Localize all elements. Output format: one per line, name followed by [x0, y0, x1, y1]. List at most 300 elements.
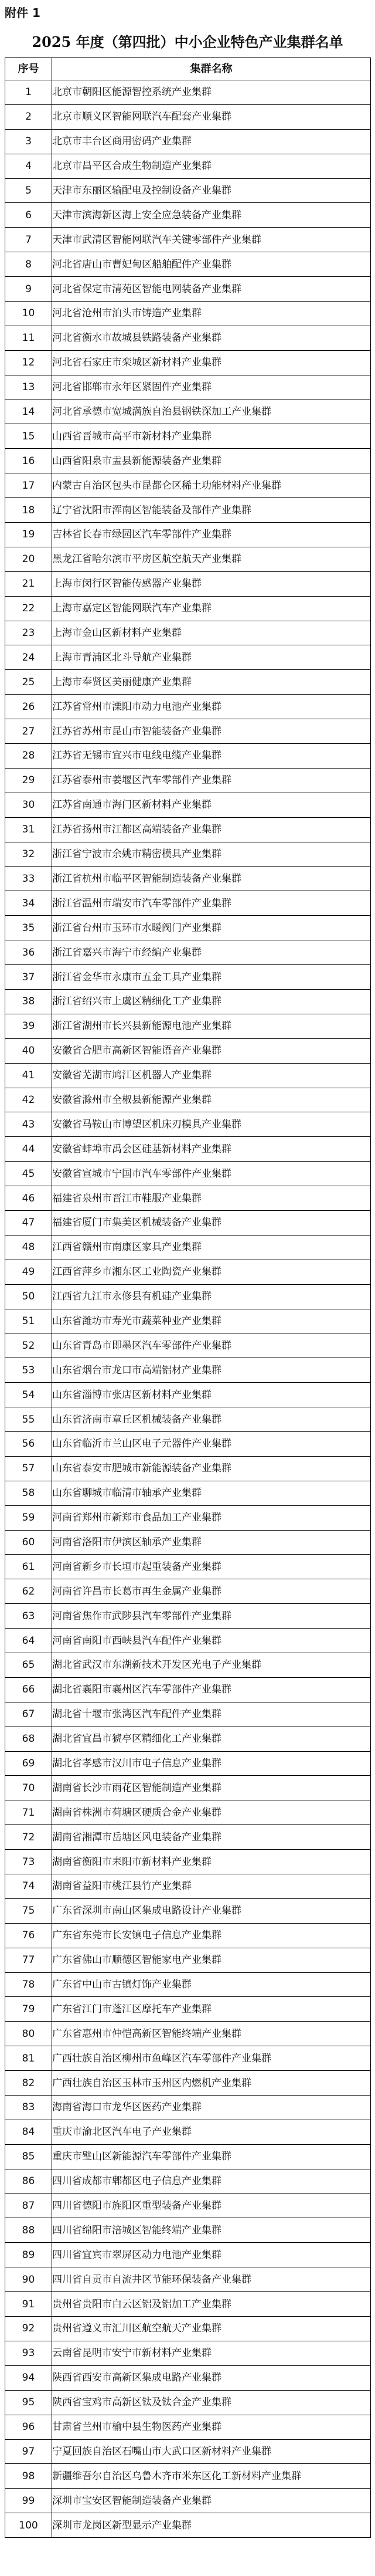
table-row [5, 670, 371, 695]
row-number: 76 [5, 1923, 52, 1948]
cluster-name: 广东省江门市蓬江区摩托车产业集群 [52, 1997, 371, 2022]
table-row [5, 989, 371, 1014]
row-number: 15 [5, 424, 52, 449]
cluster-name: 山东省泰安市肥城市新能源装备产业集群 [52, 1456, 371, 1481]
row-number: 46 [5, 1186, 52, 1211]
row-number: 92 [5, 2317, 52, 2341]
row-number: 65 [5, 1653, 52, 1678]
table-row [5, 449, 371, 473]
table-row [5, 916, 371, 940]
row-number: 25 [5, 670, 52, 695]
table-row [5, 203, 371, 228]
cluster-name: 河北省衡水市故城县铁路装备产业集群 [52, 326, 371, 350]
column-header-name: 集群名称 [52, 58, 371, 80]
cluster-name: 山东省青岛市即墨区汽车零部件产业集群 [52, 1333, 371, 1358]
row-number: 81 [5, 2046, 52, 2071]
row-number: 31 [5, 817, 52, 842]
table-row [5, 2317, 371, 2341]
row-number: 88 [5, 2218, 52, 2243]
row-number: 8 [5, 252, 52, 277]
row-number: 27 [5, 719, 52, 744]
cluster-name: 上海市奉贤区美丽健康产业集群 [52, 670, 371, 695]
table-row [5, 1407, 371, 1432]
cluster-name: 四川省成都市郫都区电子信息产业集群 [52, 2169, 371, 2194]
cluster-name: 江苏省扬州市江都区高端装备产业集群 [52, 817, 371, 842]
table-row [5, 719, 371, 744]
table-row [5, 1456, 371, 1481]
cluster-name: 浙江省杭州市临平区智能制造装备产业集群 [52, 866, 371, 891]
cluster-name: 内蒙古自治区包头市昆都仑区稀土功能材料产业集群 [52, 473, 371, 498]
row-number: 100 [5, 2513, 52, 2538]
table-row [5, 2096, 371, 2120]
table-row [5, 252, 371, 277]
table-row [5, 547, 371, 571]
table-header-row [5, 58, 371, 80]
row-number: 34 [5, 891, 52, 916]
table-row [5, 1038, 371, 1063]
cluster-name: 四川省德阳市旌阳区重型装备产业集群 [52, 2194, 371, 2218]
cluster-name: 四川省宜宾市翠屏区动力电池产业集群 [52, 2243, 371, 2267]
cluster-table [5, 57, 371, 2538]
row-number: 58 [5, 1481, 52, 1505]
row-number: 23 [5, 621, 52, 645]
cluster-name: 湖北省孝感市汉川市电子信息产业集群 [52, 1751, 371, 1776]
row-number: 52 [5, 1333, 52, 1358]
row-number: 68 [5, 1727, 52, 1751]
row-number: 84 [5, 2120, 52, 2144]
table-row [5, 1923, 371, 1948]
row-number: 73 [5, 1850, 52, 1874]
table-row [5, 1112, 371, 1137]
table-row [5, 104, 371, 129]
row-number: 82 [5, 2071, 52, 2096]
row-number: 55 [5, 1407, 52, 1432]
cluster-name: 山东省临沂市兰山区电子元器件产业集群 [52, 1431, 371, 1456]
table-row [5, 2120, 371, 2144]
cluster-name: 江西省萍乡市湘东区工业陶瓷产业集群 [52, 1260, 371, 1284]
row-number: 80 [5, 2022, 52, 2046]
row-number: 90 [5, 2267, 52, 2292]
table-row [5, 2144, 371, 2169]
table-row [5, 940, 371, 965]
cluster-name: 河北省承德市宽城满族自治县钢铁深加工产业集群 [52, 400, 371, 424]
cluster-name: 上海市嘉定区智能网联汽车产业集群 [52, 596, 371, 621]
cluster-name: 湖南省株洲市荷塘区硬质合金产业集群 [52, 1800, 371, 1825]
table-row [5, 1579, 371, 1604]
row-number: 79 [5, 1997, 52, 2022]
table-row [5, 1800, 371, 1825]
table-row [5, 350, 371, 375]
table-row [5, 1235, 371, 1260]
row-number: 98 [5, 2464, 52, 2489]
table-row [5, 2341, 371, 2365]
cluster-name: 广东省深圳市南山区集成电路设计产业集群 [52, 1898, 371, 1923]
row-number: 56 [5, 1431, 52, 1456]
row-number: 89 [5, 2243, 52, 2267]
cluster-name: 新疆维吾尔自治区乌鲁木齐市米东区化工新材料产业集群 [52, 2464, 371, 2489]
cluster-name: 浙江省嘉兴市海宁市经编产业集群 [52, 940, 371, 965]
table-row [5, 793, 371, 817]
column-header-number: 序号 [5, 58, 52, 80]
table-row [5, 400, 371, 424]
row-number: 5 [5, 178, 52, 203]
table-row [5, 129, 371, 154]
row-number: 94 [5, 2365, 52, 2390]
table-row [5, 1972, 371, 1997]
row-number: 97 [5, 2439, 52, 2464]
table-row [5, 178, 371, 203]
row-number: 91 [5, 2292, 52, 2317]
table-row [5, 1309, 371, 1333]
table-row [5, 2194, 371, 2218]
table-row [5, 277, 371, 302]
cluster-name: 湖北省宜昌市猇亭区精细化工产业集群 [52, 1727, 371, 1751]
cluster-name: 重庆市璧山区新能源汽车零部件产业集群 [52, 2144, 371, 2169]
row-number: 20 [5, 547, 52, 571]
row-number: 37 [5, 965, 52, 990]
row-number: 30 [5, 793, 52, 817]
table-row [5, 2292, 371, 2317]
table-row [5, 1604, 371, 1629]
cluster-name: 浙江省金华市永康市五金工具产业集群 [52, 965, 371, 990]
table-row [5, 2022, 371, 2046]
table-row [5, 2439, 371, 2464]
table-row [5, 228, 371, 252]
cluster-name: 陕西省宝鸡市高新区钛及钛合金产业集群 [52, 2390, 371, 2415]
row-number: 24 [5, 645, 52, 670]
cluster-name: 河北省邯郸市永年区紧固件产业集群 [52, 375, 371, 400]
cluster-name: 河北省保定市清苑区智能电网装备产业集群 [52, 277, 371, 302]
row-number: 12 [5, 350, 52, 375]
table-row [5, 1948, 371, 1972]
cluster-name: 河南省新乡市长垣市起重装备产业集群 [52, 1555, 371, 1579]
table-row [5, 866, 371, 891]
cluster-name: 甘肃省兰州市榆中县生物医药产业集群 [52, 2415, 371, 2439]
row-number: 42 [5, 1088, 52, 1112]
table-row [5, 817, 371, 842]
cluster-name: 福建省厦门市集美区机械装备产业集群 [52, 1210, 371, 1235]
cluster-name: 广东省中山市古镇灯饰产业集群 [52, 1972, 371, 1997]
cluster-name: 河南省洛阳市伊滨区轴承产业集群 [52, 1530, 371, 1555]
cluster-name: 河南省郑州市新郑市食品加工产业集群 [52, 1505, 371, 1530]
cluster-name: 深圳市宝安区智能制造装备产业集群 [52, 2489, 371, 2513]
row-number: 32 [5, 842, 52, 866]
row-number: 60 [5, 1530, 52, 1555]
row-number: 49 [5, 1260, 52, 1284]
row-number: 17 [5, 473, 52, 498]
row-number: 70 [5, 1776, 52, 1800]
row-number: 40 [5, 1038, 52, 1063]
cluster-name: 江西省赣州市南康区家具产业集群 [52, 1235, 371, 1260]
row-number: 86 [5, 2169, 52, 2194]
row-number: 2 [5, 104, 52, 129]
row-number: 9 [5, 277, 52, 302]
row-number: 95 [5, 2390, 52, 2415]
table-row [5, 695, 371, 719]
cluster-name: 江苏省常州市溧阳市动力电池产业集群 [52, 695, 371, 719]
row-number: 1 [5, 80, 52, 105]
cluster-name: 辽宁省沈阳市浑南区智能装备及部件产业集群 [52, 498, 371, 523]
cluster-name: 河南省许昌市长葛市再生金属产业集群 [52, 1579, 371, 1604]
table-row [5, 2243, 371, 2267]
row-number: 64 [5, 1629, 52, 1653]
table-row [5, 1751, 371, 1776]
cluster-name: 安徽省宣城市宁国市汽车零部件产业集群 [52, 1162, 371, 1186]
table-row [5, 1383, 371, 1407]
row-number: 29 [5, 768, 52, 793]
cluster-name: 浙江省湖州市长兴县新能源电池产业集群 [52, 1014, 371, 1038]
row-number: 28 [5, 744, 52, 769]
cluster-name: 上海市青浦区北斗导航产业集群 [52, 645, 371, 670]
row-number: 72 [5, 1825, 52, 1850]
cluster-name: 河北省沧州市泊头市铸造产业集群 [52, 302, 371, 326]
table-row [5, 1186, 371, 1211]
cluster-name: 深圳市龙岗区新型显示产业集群 [52, 2513, 371, 2538]
page-title: 2025 年度（第四批）中小企业特色产业集群名单 [32, 33, 343, 50]
table-row [5, 2464, 371, 2489]
table-row [5, 1530, 371, 1555]
table-row [5, 891, 371, 916]
row-number: 44 [5, 1137, 52, 1162]
table-row [5, 744, 371, 769]
row-number: 59 [5, 1505, 52, 1530]
row-number: 78 [5, 1972, 52, 1997]
row-number: 26 [5, 695, 52, 719]
cluster-name: 浙江省绍兴市上虞区精细化工产业集群 [52, 989, 371, 1014]
row-number: 11 [5, 326, 52, 350]
cluster-name: 北京市昌平区合成生物制造产业集群 [52, 154, 371, 178]
row-number: 19 [5, 523, 52, 547]
cluster-name: 山东省烟台市龙口市高端铝材产业集群 [52, 1358, 371, 1383]
row-number: 6 [5, 203, 52, 228]
cluster-name: 海南省海口市龙华区医药产业集群 [52, 2096, 371, 2120]
cluster-name: 湖南省衡阳市耒阳市新材料产业集群 [52, 1850, 371, 1874]
cluster-name: 湖北省武汉市东湖新技术开发区光电子产业集群 [52, 1653, 371, 1678]
cluster-name: 天津市武清区智能网联汽车关键零部件产业集群 [52, 228, 371, 252]
table-row [5, 1825, 371, 1850]
row-number: 18 [5, 498, 52, 523]
table-row [5, 1210, 371, 1235]
cluster-name: 河北省石家庄市栾城区新材料产业集群 [52, 350, 371, 375]
table-row [5, 1088, 371, 1112]
cluster-name: 湖南省湘潭市岳塘区风电装备产业集群 [52, 1825, 371, 1850]
row-number: 50 [5, 1284, 52, 1309]
row-number: 21 [5, 571, 52, 596]
table-row [5, 326, 371, 350]
cluster-name: 福建省泉州市晋江市鞋服产业集群 [52, 1186, 371, 1211]
table-row [5, 1850, 371, 1874]
table-row [5, 1653, 371, 1678]
cluster-name: 安徽省合肥市高新区智能语音产业集群 [52, 1038, 371, 1063]
cluster-name: 上海市金山区新材料产业集群 [52, 621, 371, 645]
cluster-name: 浙江省温州市瑞安市汽车零部件产业集群 [52, 891, 371, 916]
table-row [5, 2390, 371, 2415]
cluster-name: 浙江省台州市玉环市水暖阀门产业集群 [52, 916, 371, 940]
row-number: 61 [5, 1555, 52, 1579]
row-number: 96 [5, 2415, 52, 2439]
cluster-name: 湖北省襄阳市襄州区汽车零部件产业集群 [52, 1677, 371, 1702]
row-number: 85 [5, 2144, 52, 2169]
cluster-name: 山东省淄博市张店区新材料产业集群 [52, 1383, 371, 1407]
cluster-name: 重庆市渝北区汽车电子产业集群 [52, 2120, 371, 2144]
table-row [5, 2218, 371, 2243]
cluster-name: 广东省佛山市顺德区智能家电产业集群 [52, 1948, 371, 1972]
row-number: 33 [5, 866, 52, 891]
row-number: 71 [5, 1800, 52, 1825]
table-body [5, 80, 371, 2538]
cluster-name: 湖南省益阳市桃江县竹产业集群 [52, 1874, 371, 1899]
cluster-name: 广西壮族自治区柳州市鱼峰区汽车零部件产业集群 [52, 2046, 371, 2071]
table-row [5, 1014, 371, 1038]
row-number: 48 [5, 1235, 52, 1260]
table-row [5, 1358, 371, 1383]
row-number: 4 [5, 154, 52, 178]
cluster-name: 宁夏回族自治区石嘴山市大武口区新材料产业集群 [52, 2439, 371, 2464]
cluster-name: 河南省焦作市武陟县汽车零部件产业集群 [52, 1604, 371, 1629]
cluster-name: 山东省聊城市临清市轴承产业集群 [52, 1481, 371, 1505]
cluster-name: 北京市丰台区商用密码产业集群 [52, 129, 371, 154]
table-row [5, 1702, 371, 1727]
table-row [5, 375, 371, 400]
cluster-name: 河南省南阳市西峡县汽车配件产业集群 [52, 1629, 371, 1653]
table-row [5, 1677, 371, 1702]
cluster-name: 江西省九江市永修县有机硅产业集群 [52, 1284, 371, 1309]
attachment-label: 附件 1 [5, 6, 40, 20]
cluster-name: 北京市顺义区智能网联汽车配套产业集群 [52, 104, 371, 129]
table-row [5, 1284, 371, 1309]
row-number: 35 [5, 916, 52, 940]
table-row [5, 2046, 371, 2071]
table-row [5, 842, 371, 866]
row-number: 54 [5, 1383, 52, 1407]
row-number: 10 [5, 302, 52, 326]
table-row [5, 154, 371, 178]
cluster-name: 江苏省无锡市宜兴市电线电缆产业集群 [52, 744, 371, 769]
cluster-name: 安徽省芜湖市鸠江区机器人产业集群 [52, 1063, 371, 1088]
table-row [5, 1505, 371, 1530]
row-number: 67 [5, 1702, 52, 1727]
cluster-name: 北京市朝阳区能源智控系统产业集群 [52, 80, 371, 105]
row-number: 41 [5, 1063, 52, 1088]
table-row [5, 1629, 371, 1653]
cluster-name: 安徽省蚌埠市禹会区硅基新材料产业集群 [52, 1137, 371, 1162]
table-row [5, 2513, 371, 2538]
row-number: 69 [5, 1751, 52, 1776]
table-row [5, 645, 371, 670]
cluster-name: 贵州省贵阳市白云区铝及铝加工产业集群 [52, 2292, 371, 2317]
row-number: 57 [5, 1456, 52, 1481]
table-row [5, 2071, 371, 2096]
table-row [5, 302, 371, 326]
table-row [5, 473, 371, 498]
cluster-name: 云南省昆明市安宁市新材料产业集群 [52, 2341, 371, 2365]
cluster-name: 江苏省泰州市姜堰区汽车零部件产业集群 [52, 768, 371, 793]
row-number: 39 [5, 1014, 52, 1038]
row-number: 43 [5, 1112, 52, 1137]
row-number: 99 [5, 2489, 52, 2513]
cluster-name: 山西省阳泉市盂县新能源装备产业集群 [52, 449, 371, 473]
table-row [5, 571, 371, 596]
row-number: 63 [5, 1604, 52, 1629]
row-number: 3 [5, 129, 52, 154]
cluster-name: 湖北省十堰市张湾区汽车配件产业集群 [52, 1702, 371, 1727]
row-number: 47 [5, 1210, 52, 1235]
row-number: 13 [5, 375, 52, 400]
table-row [5, 1776, 371, 1800]
row-number: 62 [5, 1579, 52, 1604]
cluster-name: 江苏省南通市海门区新材料产业集群 [52, 793, 371, 817]
cluster-name: 湖南省长沙市雨花区智能制造产业集群 [52, 1776, 371, 1800]
cluster-name: 广东省东莞市长安镇电子信息产业集群 [52, 1923, 371, 1948]
table-row [5, 965, 371, 990]
table-row [5, 1162, 371, 1186]
row-number: 77 [5, 1948, 52, 1972]
row-number: 36 [5, 940, 52, 965]
cluster-name: 广西壮族自治区玉林市玉州区内燃机产业集群 [52, 2071, 371, 2096]
row-number: 16 [5, 449, 52, 473]
cluster-name: 上海市闵行区智能传感器产业集群 [52, 571, 371, 596]
table-row [5, 1727, 371, 1751]
cluster-name: 广东省惠州市仲恺高新区智能终端产业集群 [52, 2022, 371, 2046]
row-number: 93 [5, 2341, 52, 2365]
cluster-name: 吉林省长春市绿园区汽车零部件产业集群 [52, 523, 371, 547]
table-row [5, 2489, 371, 2513]
row-number: 51 [5, 1309, 52, 1333]
table-row [5, 1063, 371, 1088]
cluster-name: 四川省绵阳市涪城区智能终端产业集群 [52, 2218, 371, 2243]
cluster-name: 天津市东丽区输配电及控制设备产业集群 [52, 178, 371, 203]
row-number: 75 [5, 1898, 52, 1923]
row-number: 83 [5, 2096, 52, 2120]
row-number: 45 [5, 1162, 52, 1186]
cluster-name: 山西省晋城市高平市新材料产业集群 [52, 424, 371, 449]
cluster-name: 黑龙江省哈尔滨市平房区航空航天产业集群 [52, 547, 371, 571]
table-row [5, 596, 371, 621]
table-row [5, 523, 371, 547]
table-row [5, 1431, 371, 1456]
table-row [5, 80, 371, 105]
cluster-name: 江苏省苏州市昆山市智能装备产业集群 [52, 719, 371, 744]
cluster-name: 安徽省滁州市全椒县新能源产业集群 [52, 1088, 371, 1112]
cluster-name: 贵州省遵义市汇川区航空航天产业集群 [52, 2317, 371, 2341]
table-row [5, 2415, 371, 2439]
table-row [5, 1481, 371, 1505]
cluster-name: 天津市滨海新区海上安全应急装备产业集群 [52, 203, 371, 228]
table-row [5, 424, 371, 449]
table-row [5, 1260, 371, 1284]
table-row [5, 2267, 371, 2292]
row-number: 7 [5, 228, 52, 252]
table-row [5, 1137, 371, 1162]
cluster-name: 山东省潍坊市寿光市蔬菜种业产业集群 [52, 1309, 371, 1333]
table-row [5, 621, 371, 645]
table-row [5, 1333, 371, 1358]
cluster-name: 山东省济南市章丘区机械装备产业集群 [52, 1407, 371, 1432]
table-row [5, 1555, 371, 1579]
cluster-name: 四川省自贡市自流井区节能环保装备产业集群 [52, 2267, 371, 2292]
table-row [5, 768, 371, 793]
row-number: 38 [5, 989, 52, 1014]
row-number: 74 [5, 1874, 52, 1899]
table-row [5, 2365, 371, 2390]
row-number: 87 [5, 2194, 52, 2218]
table-row [5, 1997, 371, 2022]
cluster-name: 浙江省宁波市余姚市精密模具产业集群 [52, 842, 371, 866]
row-number: 53 [5, 1358, 52, 1383]
cluster-name: 陕西省西安市高新区集成电路产业集群 [52, 2365, 371, 2390]
row-number: 14 [5, 400, 52, 424]
cluster-name: 安徽省马鞍山市博望区机床刃模具产业集群 [52, 1112, 371, 1137]
